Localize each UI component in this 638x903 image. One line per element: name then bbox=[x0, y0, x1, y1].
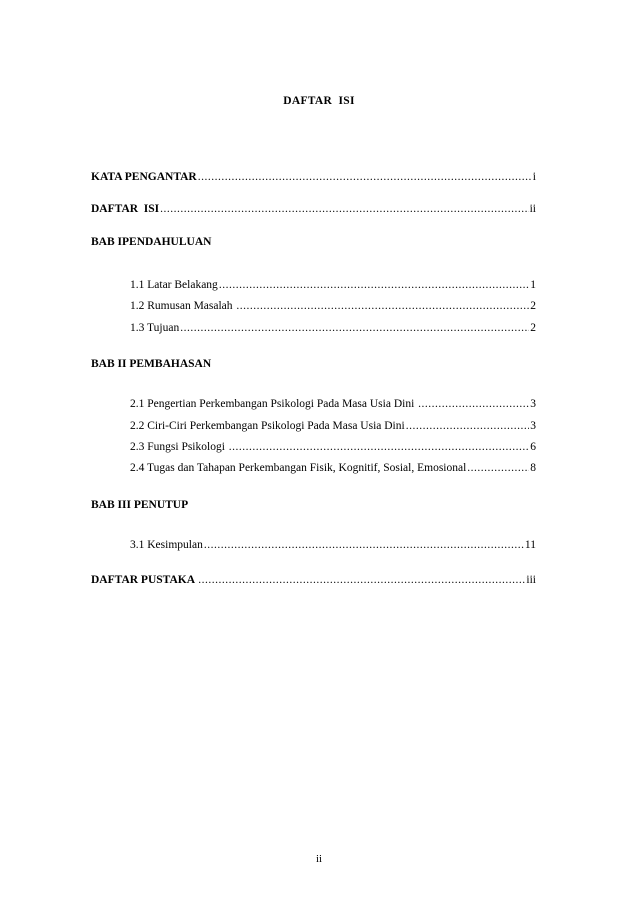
dot-leader bbox=[406, 419, 530, 433]
toc-entry-1-2[interactable] bbox=[130, 299, 536, 313]
toc-entry-label: KATA PENGANTAR bbox=[91, 171, 197, 183]
dot-leader bbox=[160, 202, 528, 216]
toc-entry-page: 3 bbox=[530, 398, 536, 410]
dot-leader bbox=[229, 440, 529, 454]
toc-entry-page: 11 bbox=[524, 539, 536, 551]
toc-entry-3-1[interactable] bbox=[130, 538, 536, 552]
toc-heading-bab-2: BAB II PEMBAHASAN bbox=[91, 358, 212, 370]
toc-entry-page: 2 bbox=[530, 300, 536, 312]
toc-entry-kata-pengantar[interactable] bbox=[91, 170, 536, 184]
toc-entry-page: iii bbox=[526, 574, 536, 586]
toc-entry-page: 2 bbox=[530, 322, 536, 334]
toc-entry-2-1[interactable] bbox=[130, 397, 536, 411]
toc-entry-label: 1.2 Rumusan Masalah bbox=[130, 300, 236, 312]
dot-leader bbox=[219, 278, 529, 292]
toc-entry-label: 2.4 Tugas dan Tahapan Perkembangan Fisik, Kognitif, Sosial, Emosional bbox=[130, 462, 467, 474]
dot-leader bbox=[204, 538, 524, 552]
toc-entry-daftar-isi[interactable] bbox=[91, 202, 536, 216]
dot-leader bbox=[180, 321, 529, 335]
toc-entry-page: 6 bbox=[530, 441, 536, 453]
toc-entry-label: 3.1 Kesimpulan bbox=[130, 539, 203, 551]
toc-entry-page: 1 bbox=[530, 279, 536, 291]
dot-leader bbox=[198, 573, 525, 587]
toc-entry-page: 8 bbox=[530, 462, 536, 474]
toc-entry-label: 1.3 Tujuan bbox=[130, 322, 180, 334]
toc-entry-1-3[interactable] bbox=[130, 321, 536, 335]
toc-entry-label: 1.1 Latar Belakang bbox=[130, 279, 218, 291]
toc-entry-label: 2.2 Ciri-Ciri Perkembangan Psikologi Pada Masa Usia Dini bbox=[130, 420, 405, 432]
toc-entry-2-4[interactable] bbox=[130, 461, 536, 475]
toc-entry-label: DAFTAR PUSTAKA bbox=[91, 574, 198, 586]
dot-leader bbox=[418, 397, 529, 411]
toc-entry-label: 2.1 Pengertian Perkembangan Psikologi Pada Masa Usia Dini bbox=[130, 398, 418, 410]
toc-entry-2-2[interactable] bbox=[130, 419, 536, 433]
toc-entry-page: i bbox=[532, 171, 536, 183]
toc-entry-label: 2.3 Fungsi Psikologi bbox=[130, 441, 228, 453]
toc-entry-1-1[interactable] bbox=[130, 278, 536, 292]
toc-entry-2-3[interactable] bbox=[130, 440, 536, 454]
page-title: DAFTAR ISI bbox=[283, 95, 355, 107]
toc-entry-page: 3 bbox=[530, 420, 536, 432]
toc-entry-page: ii bbox=[529, 203, 536, 215]
toc-entry-label: DAFTAR ISI bbox=[91, 203, 160, 215]
toc-entry-daftar-pustaka[interactable] bbox=[91, 573, 536, 587]
dot-leader bbox=[467, 461, 529, 475]
dot-leader bbox=[198, 170, 532, 184]
toc-heading-bab-3: BAB III PENUTUP bbox=[91, 499, 189, 511]
page-number: ii bbox=[315, 853, 323, 865]
dot-leader bbox=[236, 299, 529, 313]
toc-heading-bab-1: BAB IPENDAHULUAN bbox=[91, 236, 212, 248]
